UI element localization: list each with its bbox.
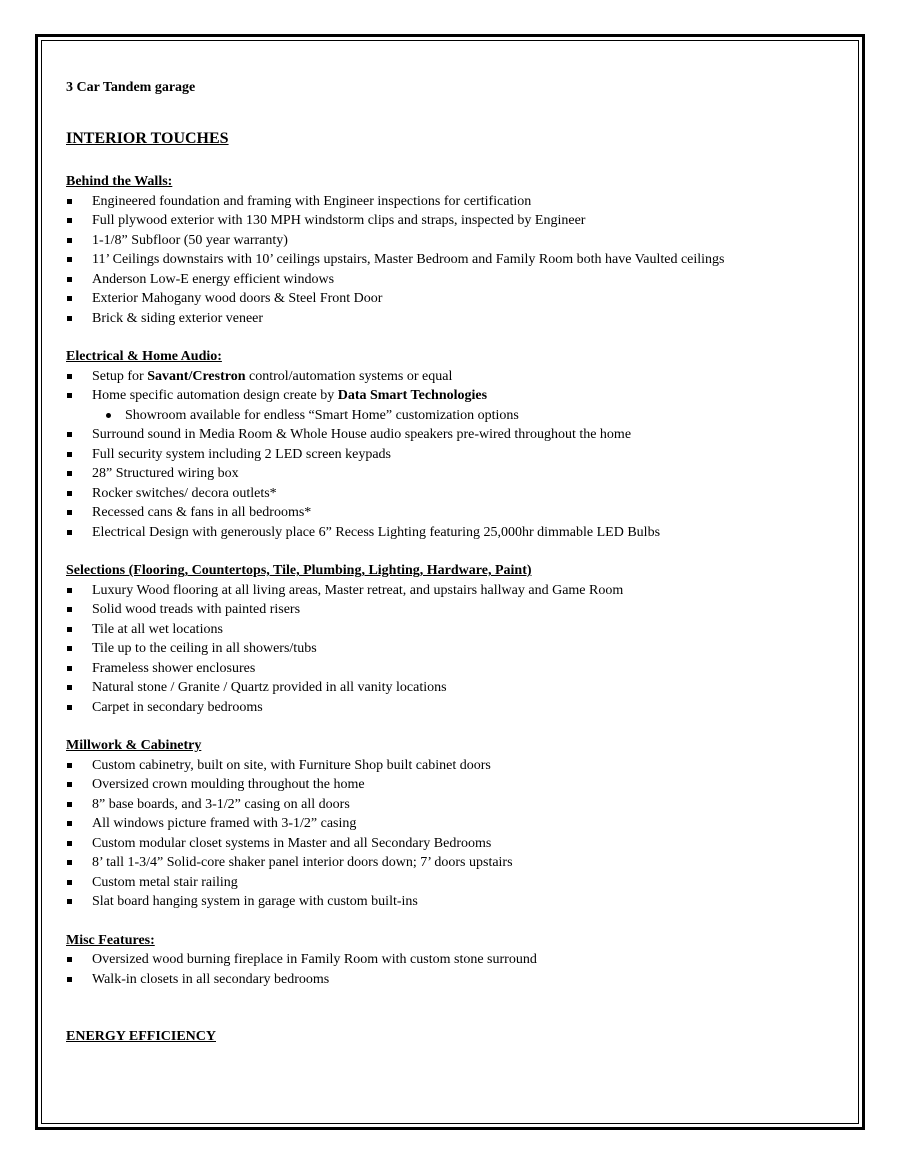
document-body xyxy=(66,78,846,1047)
electrical-heading: Electrical & Home Audio: xyxy=(66,349,222,364)
interior-touches-title: INTERIOR TOUCHES xyxy=(66,130,229,147)
list-item: Tile up to the ceiling in all showers/tubs xyxy=(66,639,846,659)
list-item xyxy=(66,386,846,406)
item-text: Home specific automation design create by xyxy=(92,388,338,403)
list-item: Slat board hanging system in garage with custom built-ins xyxy=(66,892,846,912)
misc-heading: Misc Features: xyxy=(66,932,155,948)
millwork-list xyxy=(66,756,846,912)
list-item: Anderson Low-E energy efficient windows xyxy=(66,270,846,290)
selections-list xyxy=(66,581,846,718)
brand-name-savant: Savant/Crestron xyxy=(147,368,246,384)
list-item: Full plywood exterior with 130 MPH windstorm clips and straps, inspected by Engineer xyxy=(66,211,846,231)
list-item: Electrical Design with generously place 6” Recess Lighting featuring 25,000hr dimmable LED Bulbs xyxy=(66,523,846,543)
list-item: All windows picture framed with 3-1/2” casing xyxy=(66,814,846,834)
list-item: Custom modular closet systems in Master and all Secondary Bedrooms xyxy=(66,834,846,854)
list-item: 28” Structured wiring box xyxy=(66,464,846,484)
list-item: Exterior Mahogany wood doors & Steel Front Door xyxy=(66,289,846,309)
list-item: Full security system including 2 LED screen keypads xyxy=(66,445,846,465)
list-item xyxy=(66,367,846,387)
behind-walls-heading: Behind the Walls: xyxy=(66,174,173,189)
list-item: 8” base boards, and 3-1/2” casing on all doors xyxy=(66,795,846,815)
list-item: Carpet in secondary bedrooms xyxy=(66,698,846,718)
item-text: control/automation systems or equal xyxy=(245,368,453,384)
list-item: Oversized crown moulding throughout the home xyxy=(66,775,846,795)
list-item: Brick & siding exterior veneer xyxy=(66,309,846,329)
brand-name-data-smart: Data Smart Technologies xyxy=(337,388,488,403)
behind-walls-list xyxy=(66,192,846,329)
item-text: Setup for xyxy=(92,368,148,384)
list-item: Recessed cans & fans in all bedrooms* xyxy=(66,503,846,523)
list-item: 1-1/8” Subfloor (50 year warranty) xyxy=(66,231,846,251)
list-item: Walk-in closets in all secondary bedrooms xyxy=(66,970,846,990)
list-item: Solid wood treads with painted risers xyxy=(66,600,846,620)
list-item: Custom cabinetry, built on site, with Furniture Shop built cabinet doors xyxy=(66,756,846,776)
list-item: Custom metal stair railing xyxy=(66,873,846,893)
list-item: Engineered foundation and framing with Engineer inspections for certification xyxy=(66,192,846,212)
list-item: Oversized wood burning fireplace in Family Room with custom stone surround xyxy=(66,950,846,970)
millwork-heading: Millwork & Cabinetry xyxy=(66,738,202,753)
sub-list-item: Showroom available for endless “Smart Home” customization options xyxy=(66,406,846,426)
list-item: Natural stone / Granite / Quartz provided in all vanity locations xyxy=(66,678,846,698)
selections-heading: Selections (Flooring, Countertops, Tile, Plumbing, Lighting, Hardware, Paint) xyxy=(66,563,532,578)
list-item: Luxury Wood flooring at all living areas, Master retreat, and upstairs hallway and Game Room xyxy=(66,581,846,601)
garage-line: 3 Car Tandem garage xyxy=(66,80,196,95)
misc-list xyxy=(66,950,846,989)
energy-efficiency-title: ENERGY EFFICIENCY xyxy=(66,1029,216,1044)
list-item: 8’ tall 1-3/4” Solid-core shaker panel interior doors down; 7’ doors upstairs xyxy=(66,853,846,873)
list-item: Rocker switches/ decora outlets* xyxy=(66,484,846,504)
list-item: Surround sound in Media Room & Whole House audio speakers pre-wired throughout the home xyxy=(66,425,846,445)
list-item: 11’ Ceilings downstairs with 10’ ceilings upstairs, Master Bedroom and Family Room both have Vaulted ceilings xyxy=(66,250,846,270)
list-item: Frameless shower enclosures xyxy=(66,659,846,679)
list-item: Tile at all wet locations xyxy=(66,620,846,640)
electrical-list xyxy=(66,367,846,543)
